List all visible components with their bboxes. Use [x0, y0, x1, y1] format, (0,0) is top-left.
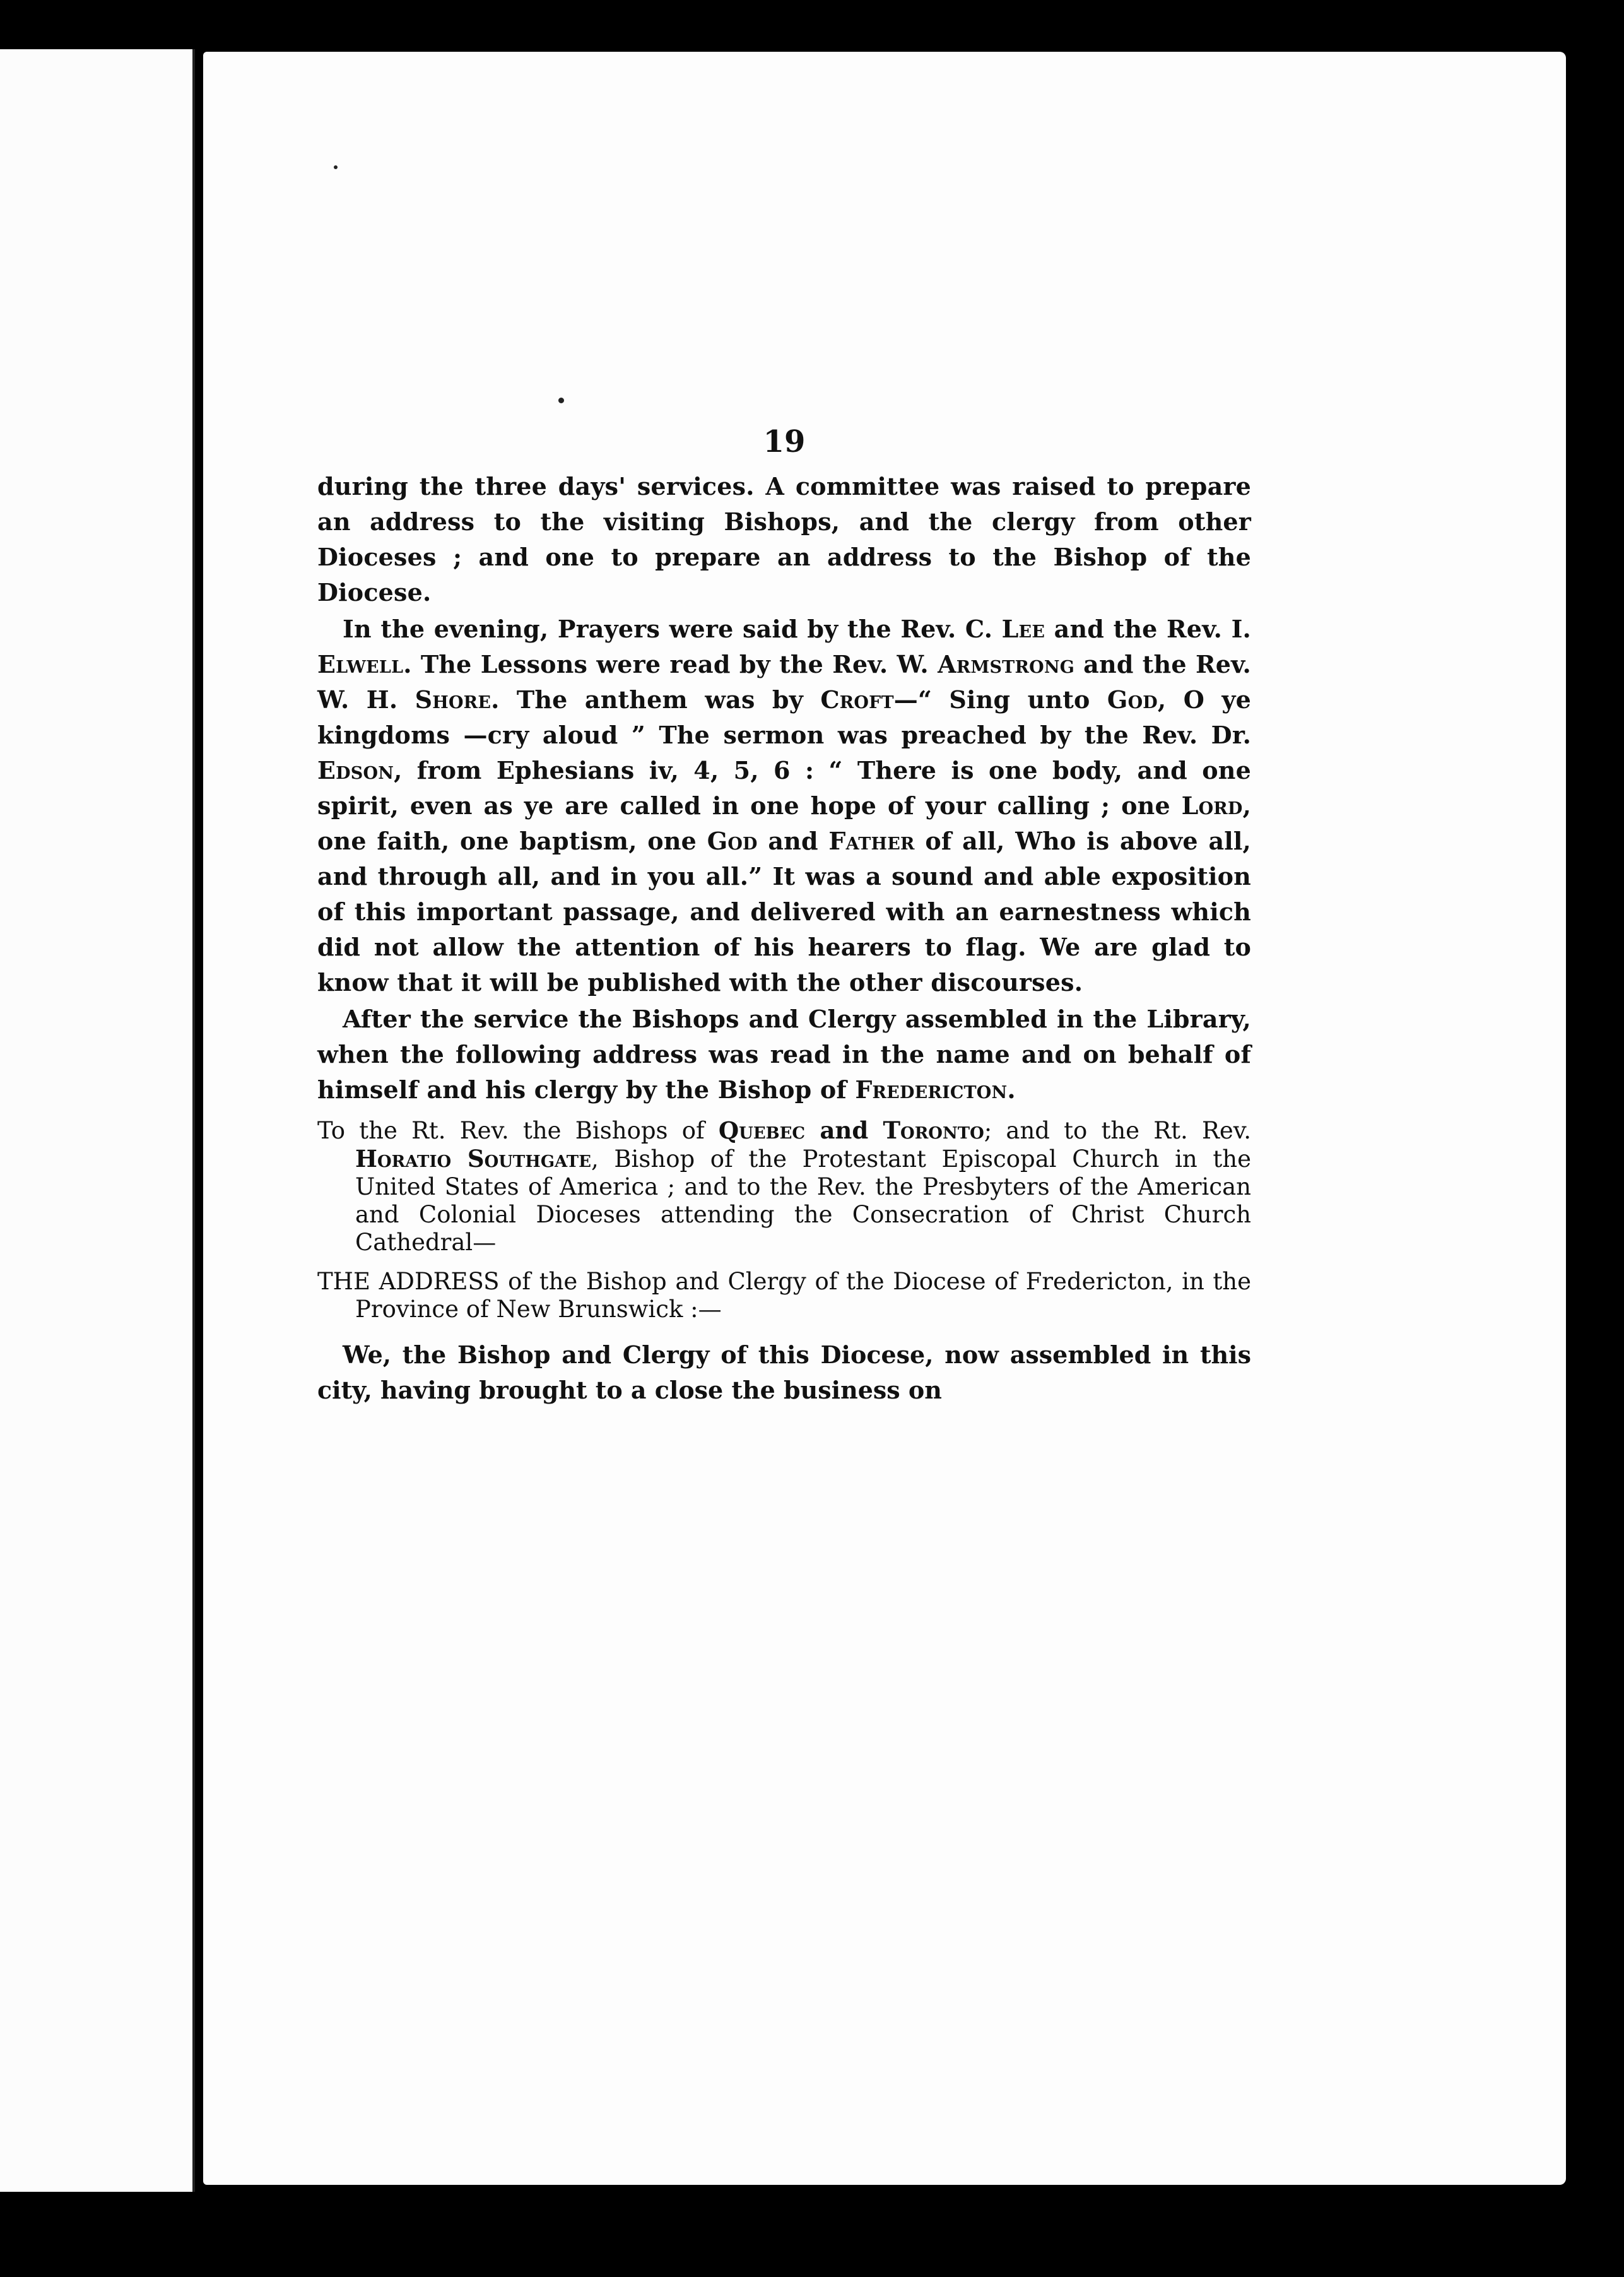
name-edson: Edson [317, 756, 394, 784]
name-fredericton: Fredericton [855, 1075, 1008, 1104]
paragraph-3: After the service the Bishops and Clergy assembled in the Library, when the following address was read in the name and on behalf of himself and his clergy by the Bishop of Fredericton. [317, 1005, 1251, 1104]
word-god: God [707, 827, 758, 855]
name-armstrong: Armstrong [938, 650, 1074, 678]
closing-paragraph: We, the Bishop and Clergy of this Diocese, now assembled in this city, having brought to a close the business on [317, 1340, 1251, 1404]
address-heading: THE ADDRESS of the Bishop and Clergy of the Diocese of Fredericton, in the Province of New Brunswick :— [317, 1268, 1251, 1323]
name-toronto: Toronto [883, 1116, 984, 1144]
name-quebec: Quebec [718, 1116, 806, 1144]
word-god: God [1107, 685, 1158, 714]
name-horatio-southgate: Horatio Southgate [355, 1145, 591, 1173]
page-number: 19 [763, 424, 806, 459]
previous-page-edge [0, 49, 195, 2192]
name-shore: Shore [415, 685, 491, 714]
word-lord: Lord [1181, 791, 1243, 820]
name-elwell: Elwell [317, 650, 404, 678]
name-lee: Lee [1001, 615, 1045, 643]
ink-speck [558, 398, 564, 403]
page-text [317, 420, 1251, 1408]
address-recipients: To the Rt. Rev. the Bishops of Quebec and Toronto; and to the Rt. Rev. Horatio Southgate, Bishop of the Protestant Episcopal Church in the United States of America ; and to the Rev. the Presbyters of the American and Colonial Dioceses attending the Consecration of Christ Church Cathedral— [317, 1116, 1251, 1256]
paragraph-2: In the evening, Prayers were said by the Rev. C. Lee and the Rev. I. Elwell. The Lessons were read by the Rev. W. Armstrong and the Rev. W. H. Shore. The anthem was by Croft—“ Sing unto God, O ye kingdoms —cry aloud ” The sermon was preached by the Rev. Dr. Edson, from Ephesians iv, 4, 5, 6 : “ There is one body, and one spirit, even as ye are called in one hope of your calling ; one Lord, one faith, one baptism, one God and Father of all, Who is above all, and through all, and in you all.” It was a sound and able exposition of this important passage, and delivered with an earnestness which did not allow the attention of his hearers to flag. We are glad to know that it will be published with the other discourses. [317, 615, 1251, 997]
paragraph-1: during the three days' services. A committee was raised to prepare an address to the visiting Bishops, and the clergy from other Dioceses ; and one to prepare an address to the Bishop of the Diocese. [317, 472, 1251, 606]
name-croft: Croft [820, 685, 894, 714]
ink-speck [334, 165, 338, 169]
word-father: Father [828, 827, 915, 855]
